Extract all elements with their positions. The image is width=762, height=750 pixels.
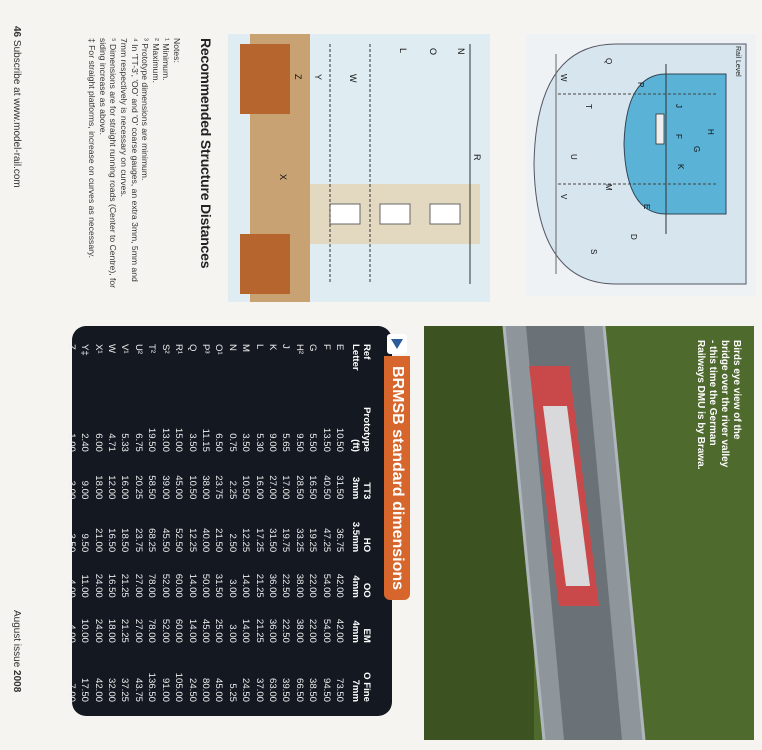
table-cell: M <box>240 344 252 352</box>
column-header: Ref Letter <box>350 344 372 371</box>
table-cell: 12.25 <box>186 528 198 553</box>
issue-year: 2008 <box>11 670 22 693</box>
table-cell: 42.00 <box>334 573 345 598</box>
table-cell: 38.00 <box>293 618 305 643</box>
table-cell: 27.00 <box>266 475 278 500</box>
page-number: 46 <box>11 26 22 38</box>
table-cell: 21.25 <box>253 618 265 643</box>
table-cell: 2.40 <box>79 433 91 452</box>
table-cell: 17.50 <box>79 677 91 702</box>
table-cell: 31.50 <box>266 528 278 553</box>
table-cell: 40.50 <box>320 475 332 500</box>
brmsb-table-panel <box>65 326 406 716</box>
dimensions-table <box>64 340 372 706</box>
table-cell: 38.50 <box>307 677 319 702</box>
dim-x: X <box>278 174 288 181</box>
table-cell: 3.50 <box>65 533 77 553</box>
table-cell: 47.25 <box>320 528 332 553</box>
dim-g: G <box>692 146 701 153</box>
table-cell: 19.75 <box>280 528 292 553</box>
dim-h: H <box>706 129 715 135</box>
table-cell: 5.33 <box>119 433 131 452</box>
table-cell: 2.25 <box>226 480 238 500</box>
table-cell: 5.30 <box>253 433 265 452</box>
table-cell: 40.00 <box>199 528 211 553</box>
table-cell: 68.25 <box>146 528 158 553</box>
bridge-clearance-diagram <box>526 34 756 296</box>
table-cell: 52.50 <box>173 528 185 553</box>
table-cell: 5.50 <box>307 433 319 452</box>
table-cell: 27.00 <box>132 618 144 643</box>
table-cell: 33.25 <box>293 528 305 553</box>
table-cell: 16.50 <box>106 573 118 598</box>
table-cell: 54.00 <box>320 573 332 598</box>
dim-j: J <box>674 104 683 108</box>
table-cell: 38.00 <box>199 475 211 500</box>
table-row <box>132 340 145 706</box>
table-cell: 3.50 <box>186 433 198 452</box>
table-row <box>225 340 238 706</box>
table-cell: F <box>320 344 332 350</box>
table-cell: 4.71 <box>106 433 118 452</box>
table-cell: H² <box>293 344 305 355</box>
table-cell: 31.50 <box>334 475 345 500</box>
table-cell: 9.00 <box>266 433 278 452</box>
table-cell: 11.00 <box>79 574 91 598</box>
table-cell: K <box>266 344 278 351</box>
note-item: ‡ For straight platforms, increase on curves as necessary. <box>87 38 98 259</box>
table-cell: 6.75 <box>132 433 144 452</box>
table-cell: 54.00 <box>320 618 332 643</box>
dim-z: Z <box>293 74 303 80</box>
table-cell: W <box>106 344 118 354</box>
table-cell: 9.50 <box>79 533 91 553</box>
table-row <box>64 340 77 706</box>
table-cell: 37.25 <box>119 677 131 702</box>
table-cell: 23.75 <box>213 475 225 500</box>
note-item: ¹ Minimum. <box>161 38 172 81</box>
table-row <box>105 340 118 706</box>
table-cell: 80.00 <box>199 677 211 702</box>
table-cell: 16.50 <box>307 475 319 500</box>
table-cell: 15.00 <box>173 427 185 452</box>
dim-m: M <box>604 184 613 191</box>
table-cell: 78.00 <box>146 618 158 643</box>
table-row <box>252 340 265 706</box>
table-row <box>266 340 279 706</box>
table-cell: 21.25 <box>119 618 131 643</box>
table-cell: 22.00 <box>307 573 319 598</box>
note-item: ⁴ In 'TT-3', 'OO' and 'O' coarse gauges, an extra 3mm, 5mm and 7mm respectively is necessary on curves. <box>119 38 140 282</box>
dim-s: S <box>589 249 598 255</box>
table-row <box>78 340 91 706</box>
table-cell: 7.00 <box>65 683 77 702</box>
table-row <box>199 340 212 706</box>
dim-u: U <box>569 154 578 160</box>
dim-k: K <box>676 164 685 170</box>
column-header: EM 4mm <box>350 620 372 643</box>
table-cell: 36.00 <box>266 618 278 643</box>
table-row <box>158 340 171 706</box>
table-cell: 60.00 <box>173 573 185 598</box>
table-row <box>239 340 252 706</box>
table-cell: 3.00 <box>226 624 238 643</box>
table-row <box>333 340 346 706</box>
table-cell: 1.00 <box>65 433 77 452</box>
table-row <box>292 340 305 706</box>
column-header: HO 3.5mm <box>350 521 372 553</box>
issue-text: August issue <box>11 610 22 668</box>
table-cell: L <box>253 344 265 350</box>
table-cell: 9.50 <box>293 433 305 452</box>
table-row <box>118 340 131 706</box>
dim-w: W <box>559 74 568 82</box>
table-cell: 16.00 <box>253 475 265 500</box>
table-cell: 94.50 <box>320 677 332 702</box>
table-cell: 18.00 <box>92 475 104 500</box>
table-cell: 36.75 <box>334 528 345 553</box>
table-cell: 24.00 <box>92 618 104 643</box>
table-cell: 21.25 <box>119 573 131 598</box>
column-header: Prototype (ft) <box>350 407 372 452</box>
table-cell: 73.50 <box>334 677 345 702</box>
dim-p: P <box>636 82 645 88</box>
table-cell: 60.00 <box>173 618 185 643</box>
table-cell: 24.50 <box>186 677 198 702</box>
table-cell: Z <box>65 344 77 350</box>
table-cell: Q <box>186 344 198 352</box>
table-cell: 18.00 <box>106 618 118 643</box>
table-cell: 105.00 <box>173 672 185 702</box>
table-row <box>212 340 225 706</box>
notes-block <box>87 38 182 300</box>
table-cell: J <box>280 344 292 349</box>
table-cell: 14.00 <box>240 618 252 643</box>
table-cell: 21.00 <box>92 528 104 553</box>
table-cell: 10.00 <box>79 618 91 643</box>
table-cell: 42.00 <box>334 618 345 643</box>
table-cell: 18.50 <box>119 528 131 553</box>
table-cell: 43.75 <box>132 677 144 702</box>
table-cell: 4.00 <box>65 624 77 643</box>
table-cell: 21.50 <box>213 528 225 553</box>
table-cell: 22.50 <box>280 618 292 643</box>
note-item: ⁵ Dimensions are for straight running roads (Center to Centre), for siding increase as above. <box>97 38 119 289</box>
table-cell: O¹ <box>213 344 225 355</box>
table-cell: 32.00 <box>106 677 118 702</box>
table-cell: E <box>334 344 345 351</box>
table-cell: 45.00 <box>199 618 211 643</box>
table-cell: 45.00 <box>173 475 185 500</box>
arrow-icon <box>387 334 407 354</box>
photo-caption: Birds eye view of the bridge over the river valley - this time the German Railways DMU is by Brawa. <box>695 340 742 470</box>
column-header: O Fine 7mm <box>350 672 372 702</box>
table-cell: 10.50 <box>240 475 252 500</box>
table-cell: 17.25 <box>253 528 265 553</box>
table-cell: 2.50 <box>226 533 238 553</box>
table-cell: 24.00 <box>92 573 104 598</box>
table-cell: 13.00 <box>159 427 171 452</box>
dim-n: N <box>456 48 466 55</box>
column-header: TT3 3mm <box>350 476 372 500</box>
table-cell: 14.00 <box>186 618 198 643</box>
table-row <box>172 340 185 706</box>
table-cell: S² <box>159 344 171 354</box>
table-cell: 4.00 <box>65 579 77 598</box>
table-cell: 3.00 <box>226 579 238 598</box>
dim-q: Q <box>604 58 613 65</box>
table-row <box>91 340 104 706</box>
table-cell: 12.00 <box>106 475 118 500</box>
table-row <box>279 340 292 706</box>
table-cell: 3.50 <box>240 433 252 452</box>
dim-t: T <box>584 104 593 109</box>
table-cell: 38.00 <box>293 573 305 598</box>
notes-heading: Notes: <box>172 38 182 63</box>
table-cell: 50.00 <box>199 573 211 598</box>
table-cell: 36.00 <box>266 573 278 598</box>
table-cell: Y‡ <box>79 344 91 356</box>
table-cell: 9.00 <box>79 480 91 500</box>
table-cell: 20.25 <box>132 475 144 500</box>
table-cell: 136.50 <box>146 672 158 702</box>
table-cell: 28.50 <box>293 475 305 500</box>
table-cell: 24.50 <box>240 677 252 702</box>
table-cell: P³ <box>199 344 211 354</box>
table-cell: U² <box>132 344 144 355</box>
dim-d: D <box>629 234 638 240</box>
table-header <box>384 326 410 600</box>
table-cell: 10.50 <box>334 427 345 452</box>
table-cell: 25.00 <box>213 618 225 643</box>
rail-level-label: Rail Level <box>734 46 741 77</box>
table-cell: 52.00 <box>159 573 171 598</box>
table-cell: 31.50 <box>213 573 225 598</box>
table-cell: 21.25 <box>253 573 265 598</box>
table-cell: 27.00 <box>132 573 144 598</box>
table-cell: G <box>307 344 319 352</box>
table-cell: 3.00 <box>65 480 77 500</box>
structure-distance-diagram <box>228 34 490 302</box>
dim-w: W <box>348 74 358 83</box>
table-row <box>145 340 158 706</box>
table-cell: 37.00 <box>253 677 265 702</box>
dim-e: E <box>642 204 651 210</box>
table-cell: V¹ <box>119 344 131 354</box>
table-cell: 16.00 <box>119 475 131 500</box>
table-cell: 66.50 <box>293 677 305 702</box>
table-cell: 91.00 <box>159 677 171 702</box>
column-header: OO 4mm <box>350 575 372 598</box>
table-cell: 5.25 <box>226 683 238 702</box>
table-row <box>306 340 319 706</box>
subscribe-text: Subscribe at www.model-rail.com <box>11 39 22 188</box>
table-cell: 58.50 <box>146 475 158 500</box>
table-cell: 45.00 <box>213 677 225 702</box>
table-cell: 19.25 <box>307 528 319 553</box>
table-cell: X¹ <box>92 344 104 354</box>
table-header-row <box>346 340 372 706</box>
structure-distances-title: Recommended Structure Distances <box>198 38 214 269</box>
table-cell: 6.00 <box>92 433 104 452</box>
table-cell: 14.00 <box>186 573 198 598</box>
note-item: ² Maximum. <box>150 38 161 83</box>
table-cell: 16.50 <box>106 528 118 553</box>
table-cell: N <box>226 344 238 351</box>
footer-right <box>11 610 22 692</box>
dim-y: Y <box>313 74 323 81</box>
table-cell: 45.50 <box>159 528 171 553</box>
footer-left <box>11 26 22 188</box>
table-cell: 0.75 <box>226 433 238 452</box>
table-cell: 17.00 <box>280 475 292 500</box>
dim-f: F <box>674 134 683 139</box>
table-row <box>185 340 198 706</box>
table-cell: 42.00 <box>92 677 104 702</box>
dim-l: L <box>398 48 408 54</box>
table-cell: 12.25 <box>240 528 252 553</box>
table-title: BRMSB standard dimensions <box>384 356 410 600</box>
table-cell: 22.00 <box>307 618 319 643</box>
dim-r: R <box>472 154 482 161</box>
table-cell: T² <box>146 344 158 354</box>
table-cell: 10.50 <box>186 475 198 500</box>
table-cell: 5.65 <box>280 433 292 452</box>
note-item: ³ Prototype dimensions are minimum. <box>140 38 151 181</box>
table-cell: 19.50 <box>146 427 158 452</box>
table-cell: 52.00 <box>159 618 171 643</box>
table-cell: 22.50 <box>280 573 292 598</box>
table-row <box>319 340 332 706</box>
table-cell: 6.50 <box>213 433 225 452</box>
table-cell: 63.00 <box>266 677 278 702</box>
table-cell: 39.50 <box>280 677 292 702</box>
dim-v: V <box>559 194 568 200</box>
dim-o: O <box>428 48 438 56</box>
table-cell: 11.15 <box>199 428 211 452</box>
table-cell: 23.75 <box>132 528 144 553</box>
table-cell: R¹ <box>173 344 185 355</box>
table-cell: 78.00 <box>146 573 158 598</box>
table-cell: 13.50 <box>320 427 332 452</box>
table-cell: 14.00 <box>240 573 252 598</box>
table-cell: 39.00 <box>159 475 171 500</box>
